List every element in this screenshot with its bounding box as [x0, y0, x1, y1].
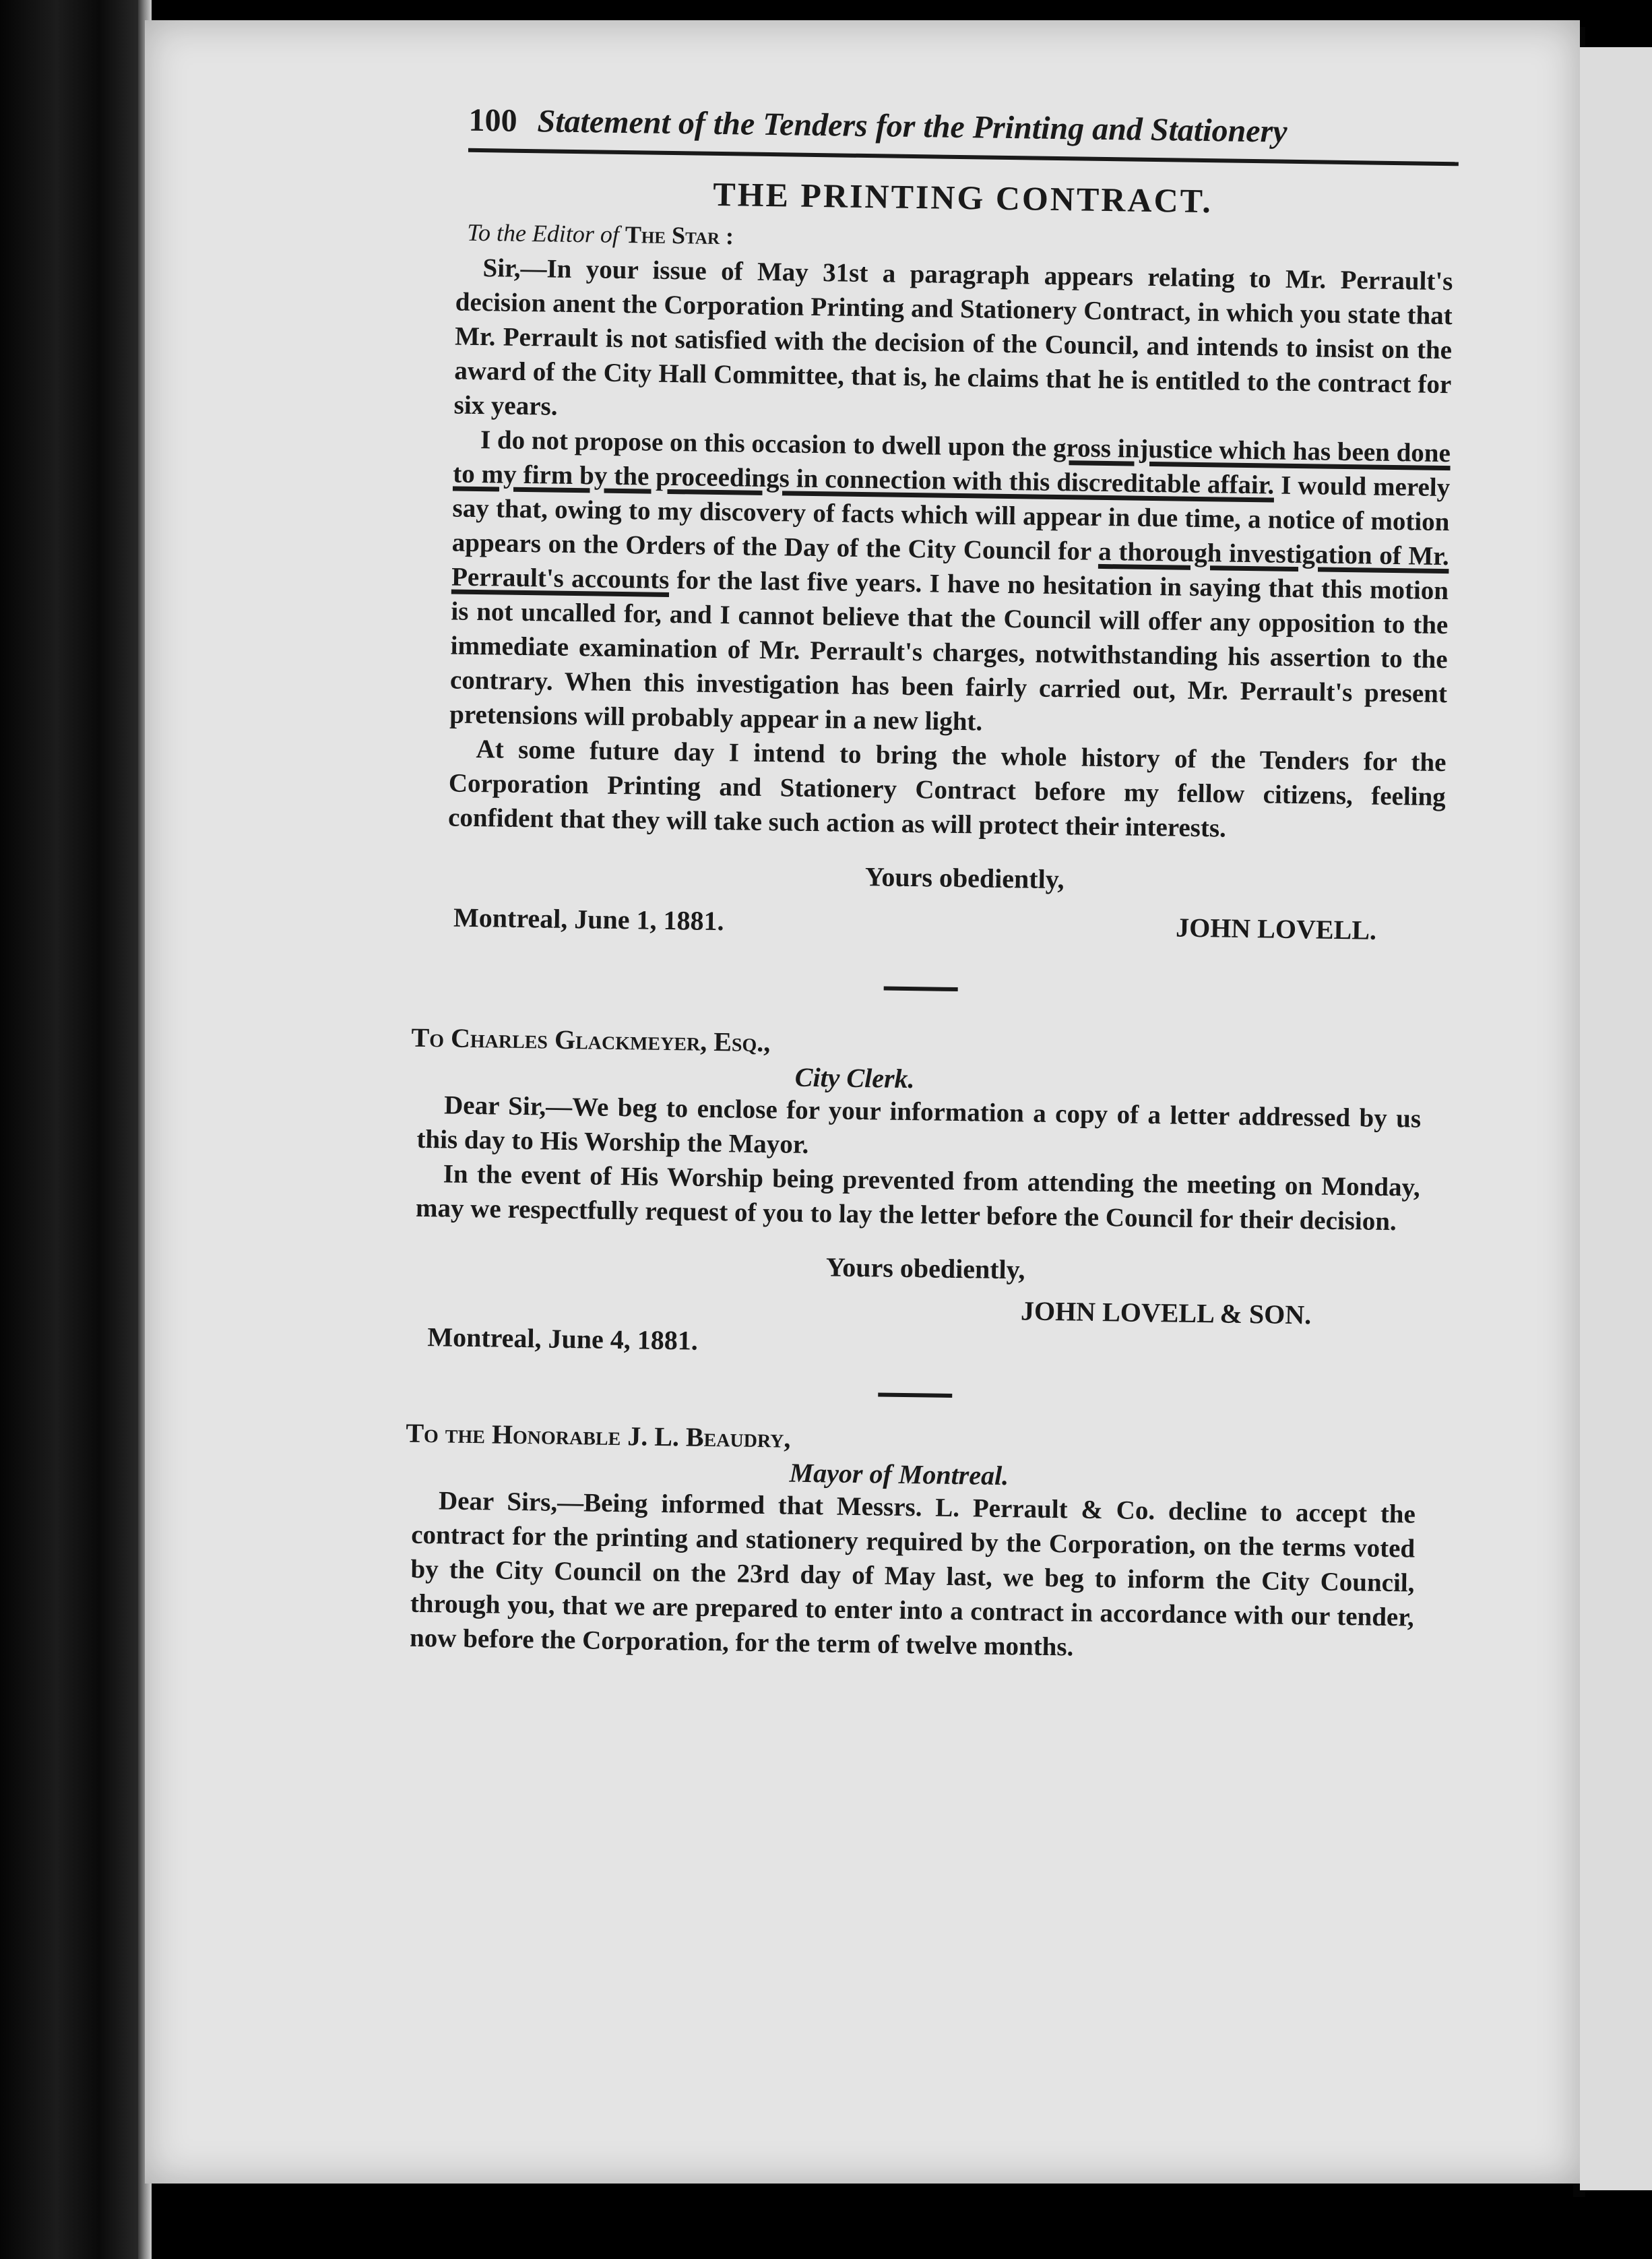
article-title: THE PRINTING CONTRACT. — [712, 175, 1213, 220]
salutation-prefix: To the Editor of — [467, 218, 620, 248]
facing-page-edge — [1580, 47, 1652, 2190]
letter2-addressee-title: City Clerk. — [794, 1061, 915, 1094]
page-content — [406, 101, 1453, 1669]
letter1-paragraph-2 — [449, 423, 1451, 746]
letter3-addressee: To the Honorable J. L. Beaudry, — [406, 1417, 791, 1454]
letter2-addressee: To Charles Glackmeyer, Esq., — [411, 1022, 771, 1058]
letter1-paragraph-1: Sir,—In your issue of May 31st a paragraph appears relating to Mr. Perrault's decision anent the Corporation Printing and Stationery Contract, in which you state that Mr. Perrault is not satisfied with the decision of the Council, and intends to insist on the award of the City Hall Committee, that is, he claims that he is entitled to the contract for six years. — [453, 253, 1453, 421]
p2-text-c: for the last five years. I have no hesitation in saying that this motion is not uncalled for, and I cannot believe that the Council will offer any opposition to the immediate examination of Mr. Perrault's charges, notwithstanding his assertion to the contrary. When this investigation has been fairly carried out, Mr. Perrault's present pretensions will probably appear in a new light. — [449, 565, 1449, 737]
underlined-passage-1: gross injustice which has been done to my firm by the proceedings in connection with this discreditable affair. — [452, 433, 1451, 500]
newspaper-name: The Star : — [625, 221, 734, 250]
letter1-signature-row — [453, 902, 1377, 946]
letter2-paragraph-1: Dear Sir,—We beg to enclose for your information a copy of a letter addressed by us this day to His Worship the Mayor. — [416, 1090, 1422, 1159]
p2-text-a: I do not propose on this occasion to dwell upon the — [480, 425, 1047, 462]
letter1-signature: JOHN LOVELL. — [1175, 912, 1377, 946]
page-number: 100 — [468, 102, 517, 139]
section-divider — [884, 987, 958, 992]
underlined-passage-2: a thorough investigation of Mr. Perrault's accounts — [451, 536, 1450, 595]
letter1-paragraph-3: At some future day I intend to bring the whole history of the Tenders for the Corporation Printing and Stationery Contract before my fellow citizens, feeling confident that they will take such action as will protect their interests. — [447, 735, 1447, 843]
section-divider-2 — [878, 1392, 952, 1398]
letter2-paragraph-2: In the event of His Worship being prevented from attending the meeting on Monday, may we respectfully request of you to lay the letter before the Council for their decision. — [415, 1159, 1420, 1237]
letter3-addressee-title: Mayor of Montreal. — [789, 1457, 1009, 1491]
running-title: Statement of the Tenders for the Printing and Stationery — [537, 103, 1288, 150]
letter2-closing: Yours obediently, — [825, 1251, 1025, 1285]
p2-text-b: I would merely say that, owing to my discovery of facts which will appear in due time, a notice of motion appears on the Orders of the Day of the City Council for — [451, 470, 1451, 566]
letter1-closing: Yours obediently, — [864, 861, 1065, 895]
book-spine-shadow — [0, 0, 141, 2259]
letter1-place-date: Montreal, June 1, 1881. — [453, 902, 724, 937]
letter3-paragraph-1: Dear Sirs,—Being informed that Messrs. L. Perrault & Co. decline to accept the contract for the printing and stationery required by the Corporation, on the terms voted by the City Council on the 23rd day of May last, we beg to inform the City Council, through you, that we are prepared to enter into a contract in accordance with our tender, now before the Corporation, for the term of twelve months. — [409, 1486, 1416, 1662]
letter2-place-date: Montreal, June 4, 1881. — [427, 1322, 699, 1356]
letter2-signature: JOHN LOVELL & SON. — [1020, 1295, 1312, 1330]
